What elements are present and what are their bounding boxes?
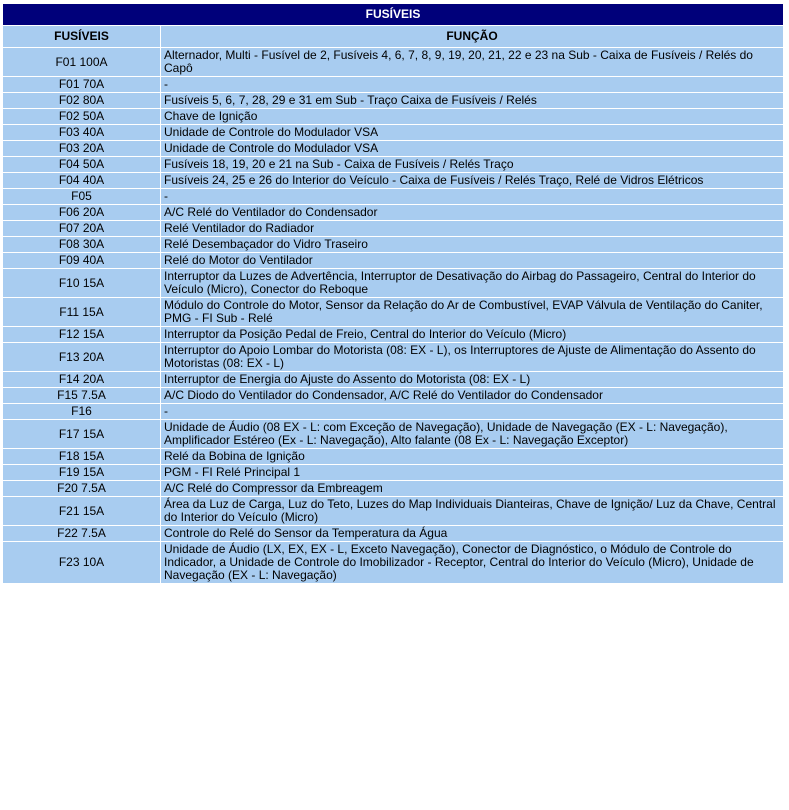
- function-cell: Relé Ventilador do Radiador: [161, 221, 784, 237]
- table-row: [3, 205, 784, 221]
- table-row: [3, 48, 784, 77]
- function-cell: Relé do Motor do Ventilador: [161, 253, 784, 269]
- function-cell: A/C Relé do Ventilador do Condensador: [161, 205, 784, 221]
- fuse-cell: F12 15A: [3, 327, 161, 343]
- table-row: [3, 526, 784, 542]
- function-cell: Área da Luz de Carga, Luz do Teto, Luzes do Map Individuais Dianteiras, Chave de Ignição/ Luz da Chave, Central do Interior do Veículo (Micro): [161, 497, 784, 526]
- table-row: [3, 77, 784, 93]
- table-row: [3, 372, 784, 388]
- function-cell: Fusíveis 5, 6, 7, 28, 29 e 31 em Sub - Traço Caixa de Fusíveis / Relés: [161, 93, 784, 109]
- table-header-row: [3, 26, 784, 48]
- fuse-cell: F13 20A: [3, 343, 161, 372]
- table-row: [3, 253, 784, 269]
- table-row: [3, 388, 784, 404]
- table-row: [3, 497, 784, 526]
- fuse-cell: F02 50A: [3, 109, 161, 125]
- function-cell: Relé Desembaçador do Vidro Traseiro: [161, 237, 784, 253]
- function-cell: Alternador, Multi - Fusível de 2, Fusíveis 4, 6, 7, 8, 9, 19, 20, 21, 22 e 23 na Sub - Caixa de Fusíveis / Relés do Capô: [161, 48, 784, 77]
- table-row: [3, 125, 784, 141]
- fuse-cell: F01 100A: [3, 48, 161, 77]
- table-row: [3, 141, 784, 157]
- fuse-cell: F10 15A: [3, 269, 161, 298]
- function-cell: -: [161, 189, 784, 205]
- table-row: [3, 343, 784, 372]
- fuse-cell: F01 70A: [3, 77, 161, 93]
- function-cell: -: [161, 404, 784, 420]
- table-row: [3, 221, 784, 237]
- fuse-cell: F15 7.5A: [3, 388, 161, 404]
- fuse-cell: F04 40A: [3, 173, 161, 189]
- fuse-cell: F23 10A: [3, 542, 161, 584]
- table-row: [3, 237, 784, 253]
- table-row: [3, 173, 784, 189]
- fuse-cell: F20 7.5A: [3, 481, 161, 497]
- table-title-row: [3, 4, 784, 26]
- column-header-fuses: FUSÍVEIS: [3, 26, 161, 48]
- fuse-cell: F06 20A: [3, 205, 161, 221]
- function-cell: Interruptor da Posição Pedal de Freio, Central do Interior do Veículo (Micro): [161, 327, 784, 343]
- fuse-cell: F21 15A: [3, 497, 161, 526]
- table-row: [3, 481, 784, 497]
- table-row: [3, 109, 784, 125]
- function-cell: Controle do Relé do Sensor da Temperatura da Água: [161, 526, 784, 542]
- fuse-cell: F09 40A: [3, 253, 161, 269]
- function-cell: Interruptor da Luzes de Advertência, Interruptor de Desativação do Airbag do Passageiro, Central do Interior do Veículo (Micro), Conector do Reboque: [161, 269, 784, 298]
- function-cell: A/C Relé do Compressor da Embreagem: [161, 481, 784, 497]
- fuse-cell: F14 20A: [3, 372, 161, 388]
- table-row: [3, 93, 784, 109]
- fuse-cell: F03 20A: [3, 141, 161, 157]
- function-cell: Unidade de Controle do Modulador VSA: [161, 125, 784, 141]
- table-row: [3, 404, 784, 420]
- column-header-function: FUNÇÃO: [161, 26, 784, 48]
- function-cell: Unidade de Áudio (08 EX - L: com Exceção de Navegação), Unidade de Navegação (EX - L: Navegação), Amplificador Estéreo (Ex - L: Navegação), Alto falante (08 Ex - L: Navegação Exceptor): [161, 420, 784, 449]
- fuse-cell: F11 15A: [3, 298, 161, 327]
- table-title: FUSÍVEIS: [3, 4, 784, 26]
- table-row: [3, 189, 784, 205]
- fuse-cell: F08 30A: [3, 237, 161, 253]
- fuse-cell: F07 20A: [3, 221, 161, 237]
- fuse-cell: F18 15A: [3, 449, 161, 465]
- fuse-cell: F02 80A: [3, 93, 161, 109]
- function-cell: Chave de Ignição: [161, 109, 784, 125]
- function-cell: Unidade de Áudio (LX, EX, EX - L, Exceto Navegação), Conector de Diagnóstico, o Módulo de Controle do Indicador, a Unidade de Controle do Imobilizador - Receptor, Central do Interior do Veículo (Micro), Unidade de Navegação (EX - L: Navegação): [161, 542, 784, 584]
- fuse-cell: F03 40A: [3, 125, 161, 141]
- fuse-cell: F17 15A: [3, 420, 161, 449]
- function-cell: Unidade de Controle do Modulador VSA: [161, 141, 784, 157]
- function-cell: Módulo do Controle do Motor, Sensor da Relação do Ar de Combustível, EVAP Válvula de Ventilação do Caniter, PMG - FI Sub - Relé: [161, 298, 784, 327]
- fuse-cell: F19 15A: [3, 465, 161, 481]
- fuse-cell: F16: [3, 404, 161, 420]
- table-row: [3, 298, 784, 327]
- fuse-cell: F22 7.5A: [3, 526, 161, 542]
- fuse-table: [3, 4, 784, 584]
- fuse-cell: F04 50A: [3, 157, 161, 173]
- table-row: [3, 157, 784, 173]
- function-cell: A/C Diodo do Ventilador do Condensador, A/C Relé do Ventilador do Condensador: [161, 388, 784, 404]
- function-cell: Fusíveis 24, 25 e 26 do Interior do Veículo - Caixa de Fusíveis / Relés Traço, Relé de Vidros Elétricos: [161, 173, 784, 189]
- table-row: [3, 327, 784, 343]
- table-body: [3, 48, 784, 584]
- table-row: [3, 542, 784, 584]
- function-cell: Interruptor do Apoio Lombar do Motorista (08: EX - L), os Interruptores de Ajuste de Alimentação do Assento do Motoristas (08: EX - L): [161, 343, 784, 372]
- function-cell: Fusíveis 18, 19, 20 e 21 na Sub - Caixa de Fusíveis / Relés Traço: [161, 157, 784, 173]
- function-cell: Interruptor de Energia do Ajuste do Assento do Motorista (08: EX - L): [161, 372, 784, 388]
- table-row: [3, 269, 784, 298]
- function-cell: -: [161, 77, 784, 93]
- table-row: [3, 465, 784, 481]
- fuse-cell: F05: [3, 189, 161, 205]
- table-row: [3, 449, 784, 465]
- table-row: [3, 420, 784, 449]
- function-cell: PGM - FI Relé Principal 1: [161, 465, 784, 481]
- function-cell: Relé da Bobina de Ignição: [161, 449, 784, 465]
